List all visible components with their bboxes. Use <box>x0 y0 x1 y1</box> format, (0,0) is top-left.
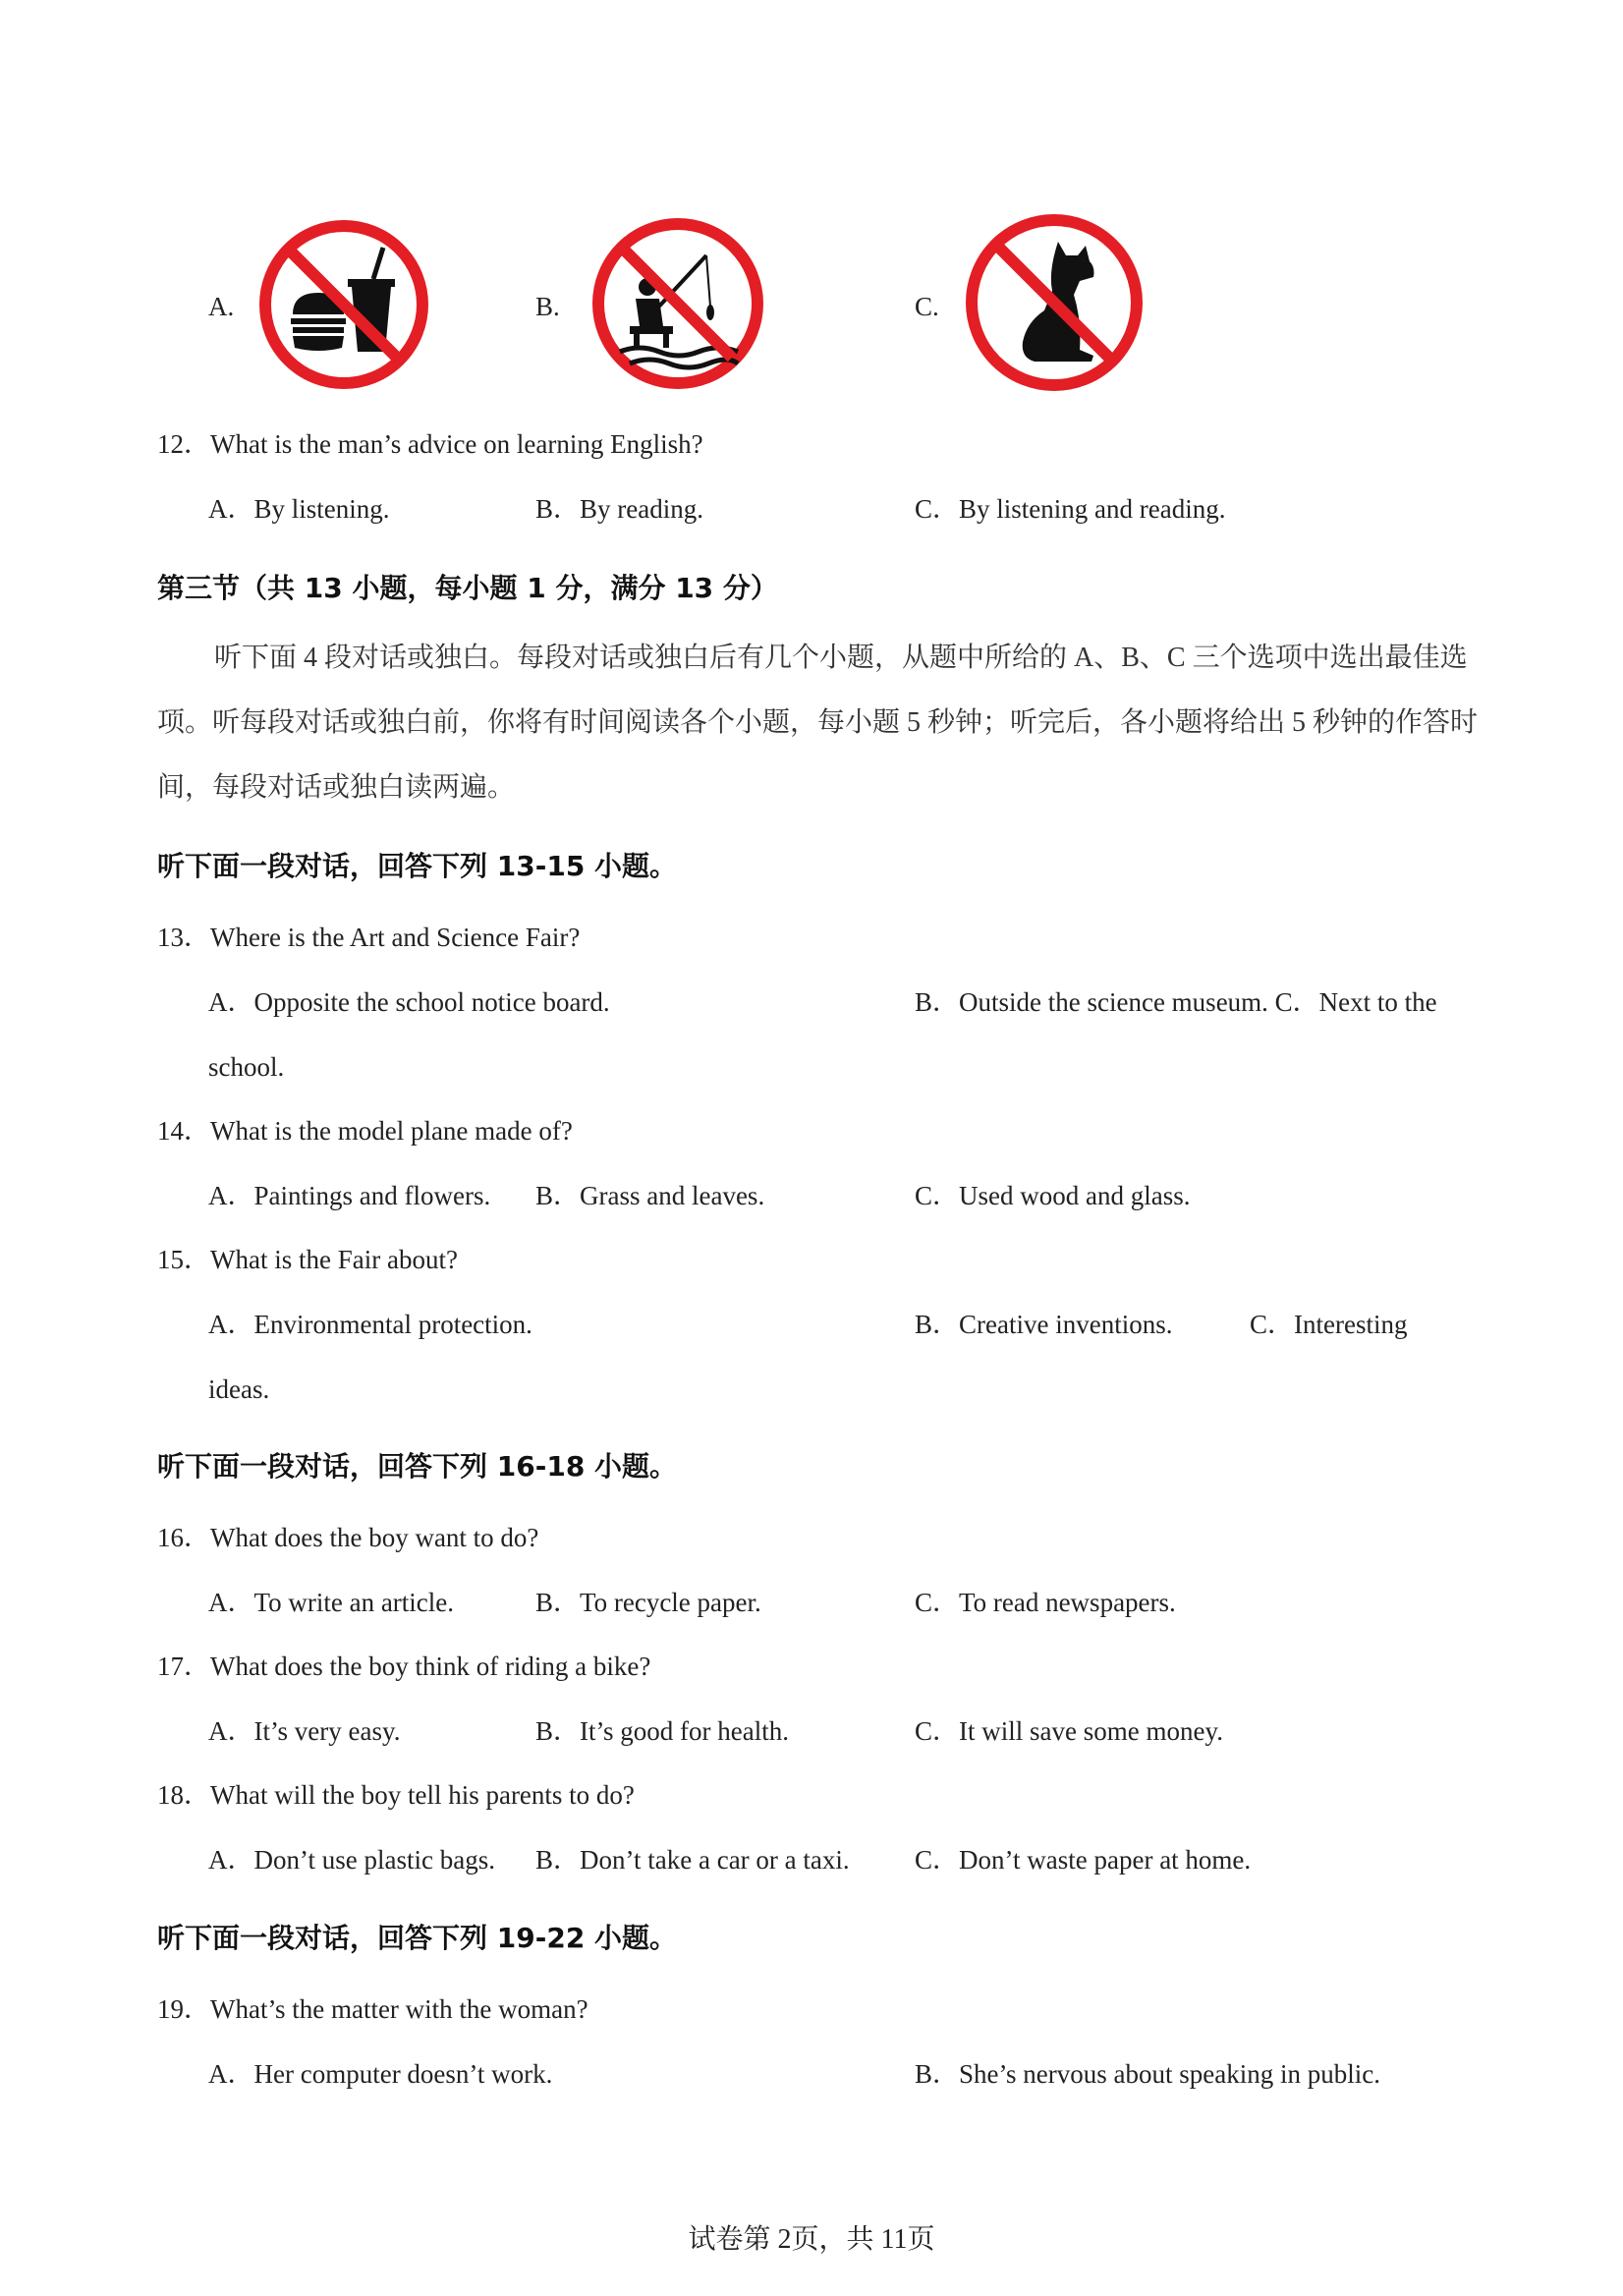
q11-option-a-letter: A. <box>208 292 235 321</box>
no-fast-food-icon <box>257 218 430 391</box>
q13-stem: 13．Where is the Art and Science Fair? <box>157 923 581 952</box>
q12-option-b: B．By reading. <box>535 494 703 524</box>
q13-option-c-wrap: school. <box>208 1052 285 1082</box>
q12-option-a: A．By listening. <box>208 494 390 524</box>
q17-stem: 17．What does the boy think of riding a bike? <box>157 1652 651 1681</box>
q15-option-b: B．Creative inventions. <box>915 1310 1173 1339</box>
section-heading: 第三节（共 13 小题，每小题 1 分，满分 13 分） <box>157 572 778 604</box>
q14-option-c: C．Used wood and glass. <box>915 1181 1191 1210</box>
q15-stem: 15．What is the Fair about? <box>157 1245 458 1274</box>
q13-option-a: A．Opposite the school notice board. <box>208 987 610 1017</box>
q18-option-c: C．Don’t waste paper at home. <box>915 1845 1252 1875</box>
page-footer: 试卷第 2页，共 11页 <box>688 2224 935 2255</box>
q15-option-c-wrap: ideas. <box>208 1374 270 1404</box>
q11-option-c-letter: C. <box>915 292 939 321</box>
q17-option-c: C．It will save some money. <box>915 1716 1223 1746</box>
q14-option-a: A．Paintings and flowers. <box>208 1181 491 1210</box>
dialog2-heading: 听下面一段对话，回答下列 16-18 小题。 <box>157 1450 678 1483</box>
q17-option-a: A．It’s very easy. <box>208 1716 401 1746</box>
dialog1-heading: 听下面一段对话，回答下列 13-15 小题。 <box>157 850 678 882</box>
q15-option-c: C．Interesting <box>1250 1310 1408 1339</box>
q18-option-b: B．Don’t take a car or a taxi. <box>535 1845 850 1875</box>
q16-stem: 16．What does the boy want to do? <box>157 1523 539 1552</box>
q16-option-c: C．To read newspapers. <box>915 1588 1176 1617</box>
q14-stem: 14．What is the model plane made of? <box>157 1116 573 1146</box>
q17-option-b: B．It’s good for health. <box>535 1716 789 1746</box>
q14-option-b: B．Grass and leaves. <box>535 1181 765 1210</box>
q16-option-b: B．To recycle paper. <box>535 1588 761 1617</box>
no-dogs-icon <box>964 212 1145 393</box>
q13-option-b-c: B．Outside the science museum. C．Next to the <box>915 987 1437 1017</box>
section-instructions: 听下面 4 段对话或独白。每段对话或独白后有几个小题，从题中所给的 A、B、C 三个选项中选出最佳选项。听每段对话或独白前，你将有时间阅读各个小题，每小题 5 秒钟；听完后，各小题将给出 5 秒钟的作答时间，每段对话或独白读两遍。 <box>157 643 1479 803</box>
q19-option-b: B．She’s nervous about speaking in public. <box>915 2059 1380 2089</box>
dialog3-heading: 听下面一段对话，回答下列 19-22 小题。 <box>157 1922 678 1954</box>
q12-option-c: C．By listening and reading. <box>915 494 1226 524</box>
q18-option-a: A．Don’t use plastic bags. <box>208 1845 495 1875</box>
q12-stem: 12．What is the man’s advice on learning English? <box>157 429 703 459</box>
q11-option-b-letter: B. <box>535 292 560 321</box>
q16-option-a: A．To write an article. <box>208 1588 455 1617</box>
q19-option-a: A．Her computer doesn’t work. <box>208 2059 553 2089</box>
q15-option-a: A．Environmental protection. <box>208 1310 532 1339</box>
q19-stem: 19．What’s the matter with the woman? <box>157 1994 588 2024</box>
no-fishing-icon <box>590 216 765 391</box>
q18-stem: 18．What will the boy tell his parents to do? <box>157 1780 635 1810</box>
